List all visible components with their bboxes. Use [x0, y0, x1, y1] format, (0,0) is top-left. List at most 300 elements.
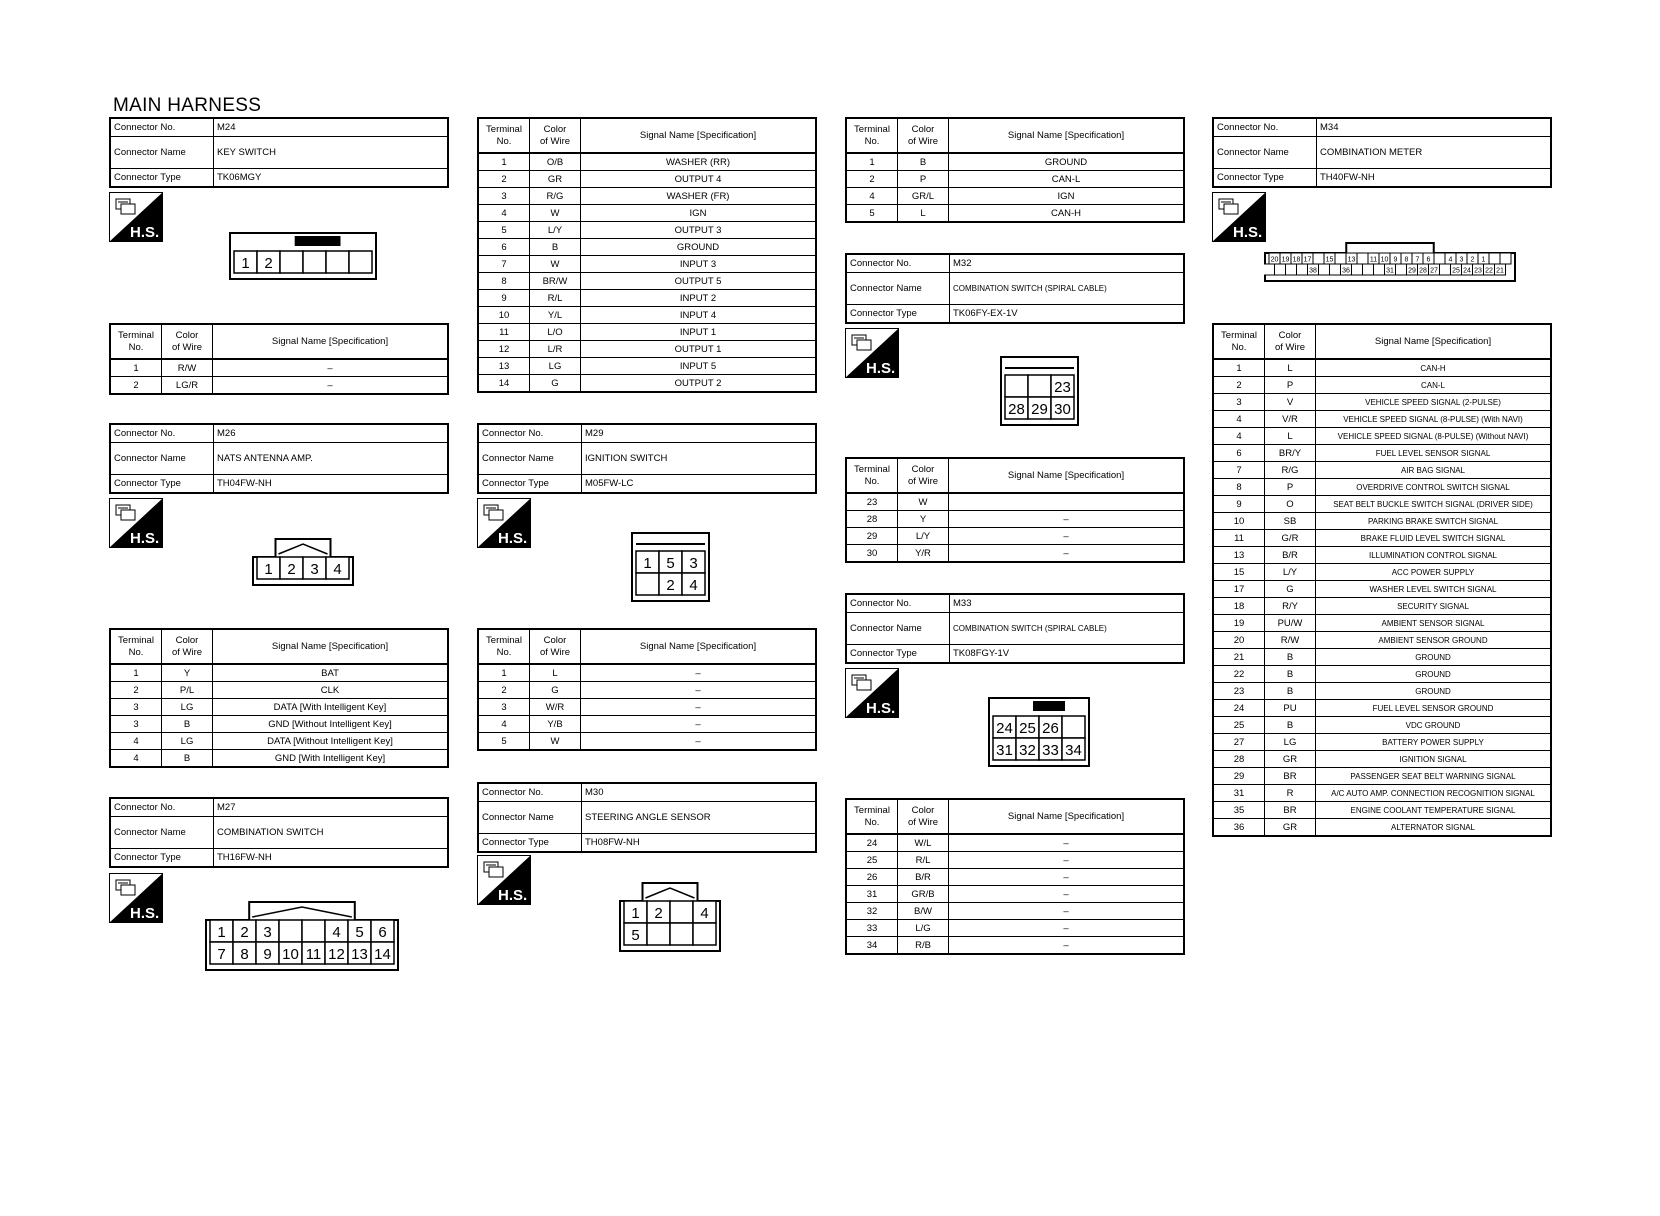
terminal-cell: 25 [1213, 717, 1265, 734]
m30-info [477, 782, 817, 853]
m34-connector-diagram [1264, 240, 1516, 287]
table-row [846, 511, 1184, 528]
table-row [1213, 564, 1551, 581]
column-header-text: No. [864, 816, 880, 828]
color-cell: P [898, 171, 949, 188]
pin-cavity [1297, 264, 1308, 275]
color-cell: LG [162, 733, 213, 750]
color-cell: R/Y [1265, 598, 1316, 615]
signal-cell: GROUND [581, 239, 817, 256]
table-row [846, 886, 1184, 903]
pin-cavity [1396, 264, 1407, 275]
hs-label: H.S. [866, 700, 896, 717]
signal-cell: OUTPUT 1 [581, 341, 817, 358]
table-row [1213, 649, 1551, 666]
color-cell: GR [1265, 819, 1316, 837]
terminal-cell: 4 [478, 205, 530, 222]
pin-number: 21 [1496, 267, 1504, 275]
color-cell: W [530, 733, 581, 751]
table-row [1213, 462, 1551, 479]
terminal-cell: 17 [1213, 581, 1265, 598]
color-cell: L/R [530, 341, 581, 358]
color-cell: P [1265, 377, 1316, 394]
column-header-text: Terminal [854, 123, 890, 135]
m31-pin-table [845, 117, 1185, 223]
signal-cell: INPUT 5 [581, 358, 817, 375]
signal-cell [949, 493, 1185, 511]
table-row [478, 358, 816, 375]
m32-connector-diagram [1000, 356, 1079, 431]
table-row [1213, 377, 1551, 394]
pin-number: 29 [1408, 267, 1416, 275]
label-connector-name: Connector Name [110, 817, 214, 849]
label-connector-name: Connector Name [478, 443, 582, 475]
pin-number: 4 [689, 577, 698, 594]
signal-cell: FUEL LEVEL SENSOR SIGNAL [1316, 445, 1552, 462]
label-connector-type: Connector Type [110, 169, 214, 188]
table-row [846, 188, 1184, 205]
table-row [478, 682, 816, 699]
table-row [1213, 479, 1551, 496]
m28-pin-table [477, 117, 817, 393]
table-row [478, 699, 816, 716]
color-cell: W/R [530, 699, 581, 716]
terminal-cell: 13 [1213, 547, 1265, 564]
terminal-cell: 28 [846, 511, 898, 528]
terminal-cell: 33 [846, 920, 898, 937]
pin-number: 4 [1448, 256, 1453, 264]
pin-number: 8 [240, 946, 249, 963]
table-row [846, 205, 1184, 223]
column-header-text: of Wire [907, 135, 939, 147]
pin-number: 3 [689, 555, 698, 572]
color-cell: B [898, 153, 949, 171]
table-row [1213, 683, 1551, 700]
pin-number: 9 [1393, 256, 1398, 264]
signal-cell: AMBIENT SENSOR SIGNAL [1316, 615, 1552, 632]
pin-number: 1 [241, 255, 250, 272]
color-cell: L/Y [1265, 564, 1316, 581]
label-connector-no: Connector No. [110, 424, 214, 443]
hs-label: H.S. [130, 224, 160, 241]
column-header-text: Signal Name [Specification] [1007, 469, 1125, 481]
terminal-cell: 2 [110, 682, 162, 699]
signal-cell: – [949, 852, 1185, 869]
column-header [162, 629, 213, 664]
pin-cavity [1005, 375, 1028, 397]
hs-icon [109, 192, 163, 242]
column-header [898, 458, 949, 493]
connector-no: M32 [950, 254, 1185, 273]
color-cell: V/R [1265, 411, 1316, 428]
pin-cavity [1062, 716, 1085, 738]
pin-number: 1 [631, 905, 640, 922]
table-row [1213, 819, 1551, 837]
connector-no: M26 [214, 424, 449, 443]
label-connector-name: Connector Name [846, 273, 950, 305]
signal-cell: INPUT 2 [581, 290, 817, 307]
terminal-cell: 6 [1213, 445, 1265, 462]
table-row [110, 359, 448, 377]
label-connector-type: Connector Type [846, 645, 950, 664]
terminal-cell: 34 [846, 937, 898, 955]
signal-cell: VDC GROUND [1316, 717, 1552, 734]
signal-cell: CLK [213, 682, 449, 699]
color-cell: W [898, 493, 949, 511]
table-row [1213, 717, 1551, 734]
label-connector-name: Connector Name [478, 802, 582, 834]
pin-cavity [1363, 264, 1374, 275]
pin-number: 6 [1426, 256, 1431, 264]
terminal-cell: 29 [1213, 768, 1265, 785]
m24-pin-grid [109, 323, 449, 395]
column-header-text: No. [864, 135, 880, 147]
pin-cavity [302, 920, 325, 942]
pin-number: 2 [287, 561, 296, 578]
terminal-cell: 28 [1213, 751, 1265, 768]
connector-name: IGNITION SWITCH [582, 443, 817, 475]
signal-cell: OUTPUT 2 [581, 375, 817, 393]
label-connector-no: Connector No. [478, 424, 582, 443]
color-cell: GR/L [898, 188, 949, 205]
pin-number: 4 [332, 924, 341, 941]
signal-cell: OUTPUT 3 [581, 222, 817, 239]
m29-pin-grid [477, 628, 817, 751]
terminal-cell: 4 [478, 716, 530, 733]
label-connector-no: Connector No. [1213, 118, 1317, 137]
table-row [478, 222, 816, 239]
signal-cell: OUTPUT 4 [581, 171, 817, 188]
column-header-text: Color [543, 123, 567, 135]
signal-cell: CAN-H [949, 205, 1185, 223]
signal-cell: BAT [213, 664, 449, 682]
column-header [162, 324, 213, 359]
table-row [478, 290, 816, 307]
terminal-cell: 12 [478, 341, 530, 358]
signal-cell: IGN [949, 188, 1185, 205]
signal-cell: – [581, 733, 817, 751]
signal-cell: ACC POWER SUPPLY [1316, 564, 1552, 581]
pin-number: 15 [1325, 256, 1334, 264]
column-header-text: Terminal [1221, 329, 1257, 341]
label-connector-no: Connector No. [846, 254, 950, 273]
signal-cell: GROUND [1316, 683, 1552, 700]
terminal-cell: 23 [1213, 683, 1265, 700]
table-row [478, 716, 816, 733]
label-connector-type: Connector Type [478, 834, 582, 853]
terminal-cell: 8 [1213, 479, 1265, 496]
pin-number: 9 [263, 946, 272, 963]
table-row [478, 307, 816, 324]
signal-cell: – [581, 716, 817, 733]
terminal-cell: 4 [846, 188, 898, 205]
pin-number: 2 [264, 255, 273, 272]
hs-label: H.S. [130, 530, 160, 547]
color-cell: Y/L [530, 307, 581, 324]
table-row [1213, 581, 1551, 598]
connector-no: M29 [582, 424, 817, 443]
m33-pin-table [845, 798, 1185, 955]
table-row [478, 341, 816, 358]
color-cell: G [530, 375, 581, 393]
signal-cell: – [581, 682, 817, 699]
hs-icon [477, 498, 531, 548]
color-cell: Y/R [898, 545, 949, 563]
pin-cavity [1352, 264, 1363, 275]
terminal-cell: 3 [110, 716, 162, 733]
signal-cell: WASHER LEVEL SWITCH SIGNAL [1316, 581, 1552, 598]
terminal-cell: 1 [110, 359, 162, 377]
table-row [110, 716, 448, 733]
signal-cell: SECURITY SIGNAL [1316, 598, 1552, 615]
label-connector-name: Connector Name [846, 613, 950, 645]
m24-pin-table [109, 323, 449, 395]
table-row [846, 493, 1184, 511]
signal-cell: – [213, 359, 449, 377]
signal-cell: GND [Without Intelligent Key] [213, 716, 449, 733]
color-cell: L/Y [530, 222, 581, 239]
table-row [110, 377, 448, 395]
label-connector-type: Connector Type [110, 849, 214, 868]
table-row [110, 682, 448, 699]
pin-number: 24 [996, 720, 1013, 737]
signal-cell: – [949, 511, 1185, 528]
connector-type: TK06MGY [214, 169, 449, 188]
m31-pin-grid [845, 117, 1185, 223]
color-cell: B [1265, 666, 1316, 683]
column-header [581, 629, 817, 664]
terminal-cell: 27 [1213, 734, 1265, 751]
hs-label: H.S. [498, 887, 528, 904]
pin-number: 1 [643, 555, 652, 572]
pin-number: 34 [1065, 742, 1082, 759]
table-row [1213, 496, 1551, 513]
terminal-cell: 3 [478, 699, 530, 716]
column-header-text: No. [128, 646, 144, 658]
signal-cell: INPUT 4 [581, 307, 817, 324]
color-cell: B/R [898, 869, 949, 886]
signal-cell: – [949, 903, 1185, 920]
pin-number: 3 [263, 924, 272, 941]
pin-number: 13 [351, 946, 368, 963]
table-row [478, 205, 816, 222]
column-header-text: Color [1278, 329, 1302, 341]
pin-cavity [1357, 253, 1368, 264]
terminal-cell: 4 [110, 733, 162, 750]
terminal-cell: 19 [1213, 615, 1265, 632]
pin-number: 10 [1380, 256, 1389, 264]
column-header-text: Signal Name [Specification] [1374, 335, 1492, 347]
table-row [1213, 513, 1551, 530]
column-header [110, 629, 162, 664]
terminal-cell: 5 [478, 222, 530, 239]
color-cell: LG/R [162, 377, 213, 395]
table-row [478, 273, 816, 290]
column-header-text: No. [128, 341, 144, 353]
table-row [1213, 768, 1551, 785]
color-cell: GR [1265, 751, 1316, 768]
color-cell: P/L [162, 682, 213, 699]
pin-cavity [1374, 264, 1385, 275]
column-header-text: Terminal [486, 123, 522, 135]
terminal-cell: 20 [1213, 632, 1265, 649]
color-cell: BR [1265, 768, 1316, 785]
pin-number: 1 [1481, 256, 1486, 264]
column-header-text: Terminal [486, 634, 522, 646]
pin-cavity [1264, 264, 1275, 275]
column-header-text: Color [911, 804, 935, 816]
terminal-cell: 11 [478, 324, 530, 341]
color-cell: L/G [898, 920, 949, 937]
column-header-text: Color [911, 463, 935, 475]
color-cell: B [1265, 717, 1316, 734]
color-cell: B [162, 750, 213, 768]
m24-connector-diagram [229, 232, 377, 285]
terminal-cell: 1 [110, 664, 162, 682]
hs-icon [477, 855, 531, 905]
terminal-cell: 31 [1213, 785, 1265, 802]
pin-number: 26 [1042, 720, 1059, 737]
pin-number: 23 [1474, 267, 1482, 275]
signal-cell: BRAKE FLUID LEVEL SWITCH SIGNAL [1316, 530, 1552, 547]
connector-name: STEERING ANGLE SENSOR [582, 802, 817, 834]
signal-cell: OVERDRIVE CONTROL SWITCH SIGNAL [1316, 479, 1552, 496]
connector-name: COMBINATION SWITCH (SPIRAL CABLE) [950, 613, 1185, 645]
m26-connector-diagram [252, 536, 354, 591]
connector-no: M24 [214, 118, 449, 137]
table-row [1213, 394, 1551, 411]
signal-cell: WASHER (FR) [581, 188, 817, 205]
connector-name: NATS ANTENNA AMP. [214, 443, 449, 475]
terminal-cell: 1 [478, 153, 530, 171]
connector-no: M27 [214, 798, 449, 817]
terminal-cell: 22 [1213, 666, 1265, 683]
pin-number: 31 [996, 742, 1013, 759]
signal-cell: ILLUMINATION CONTROL SIGNAL [1316, 547, 1552, 564]
color-cell: G/R [1265, 530, 1316, 547]
color-cell: Y [162, 664, 213, 682]
color-cell: W [530, 205, 581, 222]
column-header [898, 118, 949, 153]
m26-pin-grid [109, 628, 449, 768]
table-row [478, 324, 816, 341]
color-cell: BR/Y [1265, 445, 1316, 462]
connector-name: COMBINATION SWITCH [214, 817, 449, 849]
column-header-text: of Wire [539, 135, 571, 147]
table-row [1213, 632, 1551, 649]
pin-cavity [1335, 253, 1346, 264]
color-cell: B/R [1265, 547, 1316, 564]
pin-number: 3 [310, 561, 319, 578]
color-cell: B [530, 239, 581, 256]
signal-cell: PASSENGER SEAT BELT WARNING SIGNAL [1316, 768, 1552, 785]
table-row [1213, 802, 1551, 819]
signal-cell: ENGINE COOLANT TEMPERATURE SIGNAL [1316, 802, 1552, 819]
pin-cavity [1434, 253, 1445, 264]
pin-number: 28 [1419, 267, 1427, 275]
signal-cell: A/C AUTO AMP. CONNECTION RECOGNITION SIGNAL [1316, 785, 1552, 802]
label-connector-type: Connector Type [846, 305, 950, 324]
pin-number: 27 [1430, 267, 1438, 275]
signal-cell: GROUND [1316, 666, 1552, 683]
m32-pin-table [845, 457, 1185, 563]
color-cell: PU/W [1265, 615, 1316, 632]
color-cell: GR [530, 171, 581, 188]
signal-cell: – [949, 869, 1185, 886]
terminal-cell: 10 [1213, 513, 1265, 530]
label-connector-name: Connector Name [1213, 137, 1317, 169]
column-header-text: Signal Name [Specification] [639, 129, 757, 141]
column-header [949, 118, 1185, 153]
connector-name: COMBINATION SWITCH (SPIRAL CABLE) [950, 273, 1185, 305]
color-cell: LG [530, 358, 581, 375]
color-cell: PU [1265, 700, 1316, 717]
pin-number: 6 [378, 924, 387, 941]
m26-pin-table [109, 628, 449, 768]
column-header [846, 458, 898, 493]
table-row [1213, 615, 1551, 632]
table-row [1213, 734, 1551, 751]
signal-cell: DATA [With Intelligent Key] [213, 699, 449, 716]
terminal-cell: 6 [478, 239, 530, 256]
pin-number: 28 [1008, 401, 1025, 418]
m29-connector-diagram [631, 532, 710, 607]
pin-number: 17 [1303, 256, 1312, 264]
column-header-text: of Wire [539, 646, 571, 658]
signal-cell: – [949, 545, 1185, 563]
connector-type: TH08FW-NH [582, 834, 817, 853]
pin-number: 36 [1342, 267, 1350, 275]
column-header-text: Terminal [118, 329, 154, 341]
pin-number: 23 [1054, 379, 1071, 396]
terminal-cell: 2 [478, 171, 530, 188]
pin-number: 30 [1054, 401, 1071, 418]
table-row [478, 664, 816, 682]
m34-info [1212, 117, 1552, 188]
pin-cavity [279, 920, 302, 942]
pin-cavity [670, 901, 693, 923]
signal-cell: AMBIENT SENSOR GROUND [1316, 632, 1552, 649]
column-header-text: Terminal [118, 634, 154, 646]
column-header-text: Terminal [854, 463, 890, 475]
table-row [110, 664, 448, 682]
color-cell: R/W [162, 359, 213, 377]
column-header-text: Signal Name [Specification] [1007, 810, 1125, 822]
table-row [846, 869, 1184, 886]
table-row [1213, 785, 1551, 802]
pin-number: 38 [1309, 267, 1317, 275]
color-cell: L/Y [898, 528, 949, 545]
pin-number: 29 [1031, 401, 1048, 418]
hs-label: H.S. [866, 360, 896, 377]
pin-cavity [1440, 264, 1451, 275]
terminal-cell: 9 [478, 290, 530, 307]
column-header-text: of Wire [1274, 341, 1306, 353]
hs-icon [845, 328, 899, 378]
table-row [478, 733, 816, 751]
pin-number: 7 [1415, 256, 1420, 264]
table-row [478, 256, 816, 273]
connector-type: TK08FGY-1V [950, 645, 1185, 664]
pin-cavity [1313, 253, 1324, 264]
column-header [898, 799, 949, 834]
color-cell: GR/B [898, 886, 949, 903]
terminal-cell: 4 [1213, 428, 1265, 445]
terminal-cell: 2 [478, 682, 530, 699]
pin-number: 2 [240, 924, 249, 941]
color-cell: O [1265, 496, 1316, 513]
color-cell: Y [898, 511, 949, 528]
